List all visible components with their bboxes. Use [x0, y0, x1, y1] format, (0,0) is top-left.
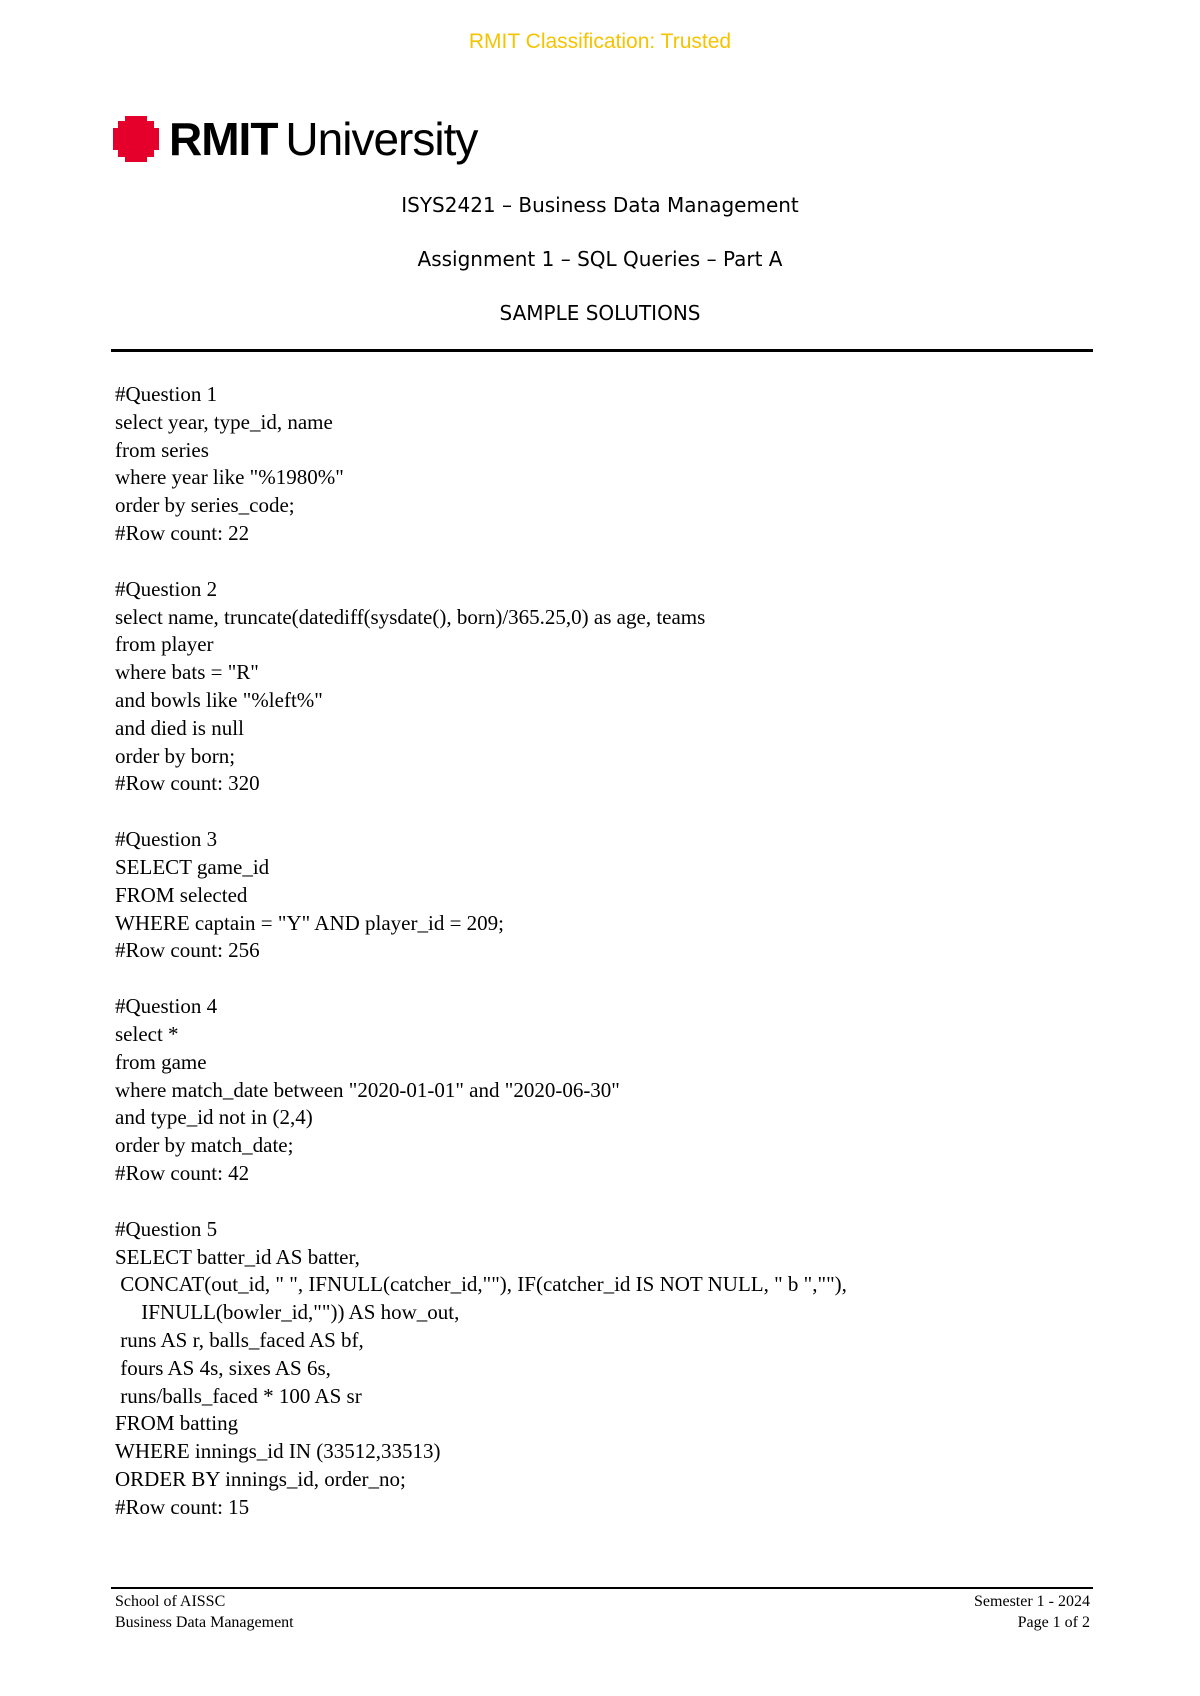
code-line: IFNULL(bowler_id,"")) AS how_out, — [115, 1300, 460, 1325]
question-1-block — [115, 381, 1115, 548]
code-line: select year, type_id, name — [115, 409, 333, 434]
code-line: where year like "%1980%" — [115, 465, 344, 490]
code-line: runs/balls_faced * 100 AS sr — [115, 1383, 362, 1408]
code-line: #Row count: 22 — [115, 520, 250, 545]
code-line: #Question 5 — [115, 1216, 218, 1241]
header-divider — [111, 349, 1093, 352]
code-line: CONCAT(out_id, " ", IFNULL(catcher_id,""), IF(catcher_id IS NOT NULL, " b ",""), — [115, 1272, 847, 1297]
solutions-body — [115, 381, 1115, 1549]
code-line: where match_date between "2020-01-01" and "2020-06-30" — [115, 1077, 620, 1102]
footer-right — [974, 1591, 1090, 1633]
assignment-title: Assignment 1 – SQL Queries – Part A — [417, 247, 783, 271]
code-line: #Question 2 — [115, 576, 218, 601]
code-line: #Question 1 — [115, 382, 218, 406]
question-4-block — [115, 993, 1115, 1188]
code-line: FROM batting — [115, 1411, 239, 1436]
code-line: #Row count: 256 — [115, 938, 260, 963]
logo-university-text: University — [285, 113, 478, 165]
code-line: SELECT batter_id AS batter, — [115, 1244, 360, 1269]
rmit-logo — [113, 108, 477, 170]
code-line: select * — [115, 1021, 179, 1046]
question-5-block — [115, 1216, 1115, 1522]
code-line: FROM selected — [115, 882, 248, 907]
document-subtitle: SAMPLE SOLUTIONS — [499, 301, 701, 325]
code-line: from series — [115, 437, 209, 462]
code-line: order by born; — [115, 743, 236, 768]
footer-divider — [111, 1587, 1093, 1589]
code-line: select name, truncate(datediff(sysdate(), born)/365.25,0) as age, teams — [115, 604, 706, 629]
logo-brand-text: RMIT — [169, 113, 278, 165]
code-line: order by series_code; — [115, 493, 295, 518]
course-title: ISYS2421 – Business Data Management — [401, 193, 799, 217]
footer-subject: Business Data Management — [115, 1614, 294, 1631]
question-2-block — [115, 576, 1115, 798]
footer-page-number: Page 1 of 2 — [1017, 1614, 1090, 1631]
code-line: and died is null — [115, 715, 244, 740]
code-line: where bats = "R" — [115, 660, 259, 685]
footer-school: School of AISSC — [115, 1593, 226, 1610]
code-line: from game — [115, 1049, 207, 1074]
code-line: #Question 4 — [115, 994, 218, 1019]
code-line: #Row count: 320 — [115, 771, 260, 796]
code-line: SELECT game_id — [115, 854, 270, 879]
code-line: #Question 3 — [115, 827, 218, 852]
code-line: WHERE captain = "Y" AND player_id = 209; — [115, 910, 505, 935]
code-line: WHERE innings_id IN (33512,33513) — [115, 1439, 441, 1464]
code-line: fours AS 4s, sixes AS 6s, — [115, 1355, 331, 1380]
code-line: and type_id not in (2,4) — [115, 1105, 313, 1130]
code-line: order by match_date; — [115, 1133, 294, 1158]
code-line: ORDER BY innings_id, order_no; — [115, 1466, 406, 1491]
footer-left — [115, 1591, 294, 1633]
code-line: runs AS r, balls_faced AS bf, — [115, 1327, 364, 1352]
code-line: and bowls like "%left%" — [115, 687, 323, 712]
classification-label: RMIT Classification: Trusted — [468, 30, 732, 53]
question-3-block — [115, 826, 1115, 965]
code-line: #Row count: 15 — [115, 1494, 250, 1519]
code-line: from player — [115, 632, 214, 657]
footer-semester: Semester 1 - 2024 — [974, 1593, 1090, 1610]
rmit-pixel-mark-icon — [113, 116, 159, 162]
code-line: #Row count: 42 — [115, 1160, 250, 1185]
